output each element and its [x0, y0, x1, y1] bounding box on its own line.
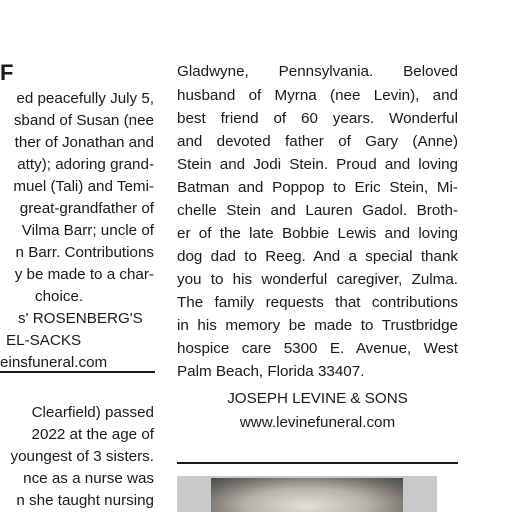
right-obit-line: Palm Beach, Florida 33407.	[177, 363, 365, 380]
left-obit-2-line: Clearfield) passed	[31, 404, 154, 421]
right-obit-line: best friend of 60 years. Wonderful	[177, 110, 458, 127]
obituary-photo	[177, 476, 437, 512]
right-obit-line: dog dad to Reeg. And a special thank	[177, 248, 458, 265]
left-obit-1-line: n Barr. Contributions	[15, 244, 154, 261]
right-obit-line: in his memory be made to Trustbridge	[177, 317, 458, 334]
right-obit-line: hospice care 5300 E. Avenue, West	[177, 340, 458, 357]
left-obit-2-line: n she taught nursing	[16, 492, 154, 509]
right-obit-line: Batman and Poppop to Eric Stein, Mi-	[177, 179, 458, 196]
left-funeral-home-web: einsfuneral.com	[0, 354, 108, 371]
left-obit-1-line: atty); adoring grand-	[17, 156, 154, 173]
right-funeral-home-name: JOSEPH LEVINE & SONS	[227, 390, 408, 407]
left-obit-1-line: muel (Tali) and Temi-	[13, 178, 154, 195]
right-obit-line: The family requests that contributions	[177, 294, 458, 311]
right-obit-line: Stein and Jodi Stein. Proud and loving	[177, 156, 458, 173]
right-obit-line: you to his wonderful caregiver, Zulma.	[177, 271, 458, 288]
left-obit-1-line: sband of Susan (nee	[13, 112, 154, 129]
right-funeral-home-web: www.levinefuneral.com	[239, 414, 396, 431]
right-obit-line: husband of Myrna (nee Levin), and	[177, 87, 458, 104]
right-obit-line: and devoted father of Gary (Anne)	[177, 133, 458, 150]
left-obit-1-line: ed peacefully July 5,	[16, 90, 154, 107]
left-funeral-home-name-2: EL-SACKS	[6, 332, 82, 349]
left-section-divider	[0, 371, 155, 373]
right-obit-line: chelle Stein and Lauren Gadol. Broth-	[177, 202, 458, 219]
right-obit-line: Gladwyne, Pennsylvania. Beloved	[177, 63, 458, 80]
left-obit-2-line: youngest of 3 sisters.	[10, 448, 154, 465]
obituary-heading-fragment: F	[0, 60, 14, 85]
portrait-image	[211, 478, 403, 512]
left-obit-2-line: nce as a nurse was	[23, 470, 154, 487]
left-obit-2-line: 2022 at the age of	[31, 426, 154, 443]
left-funeral-home-name: s' ROSENBERG'S	[18, 310, 143, 327]
left-obit-1-line: y be made to a char-	[14, 266, 154, 283]
left-obit-1-line: ther of Jonathan and	[14, 134, 154, 151]
left-obit-1-line: choice.	[35, 288, 84, 305]
right-obit-line: er of the late Bobbie Lewis and loving	[177, 225, 458, 242]
right-section-divider	[177, 462, 458, 464]
left-obit-1-line: great-grandfather of	[19, 200, 154, 217]
left-obit-1-line: Vilma Barr; uncle of	[21, 222, 154, 239]
